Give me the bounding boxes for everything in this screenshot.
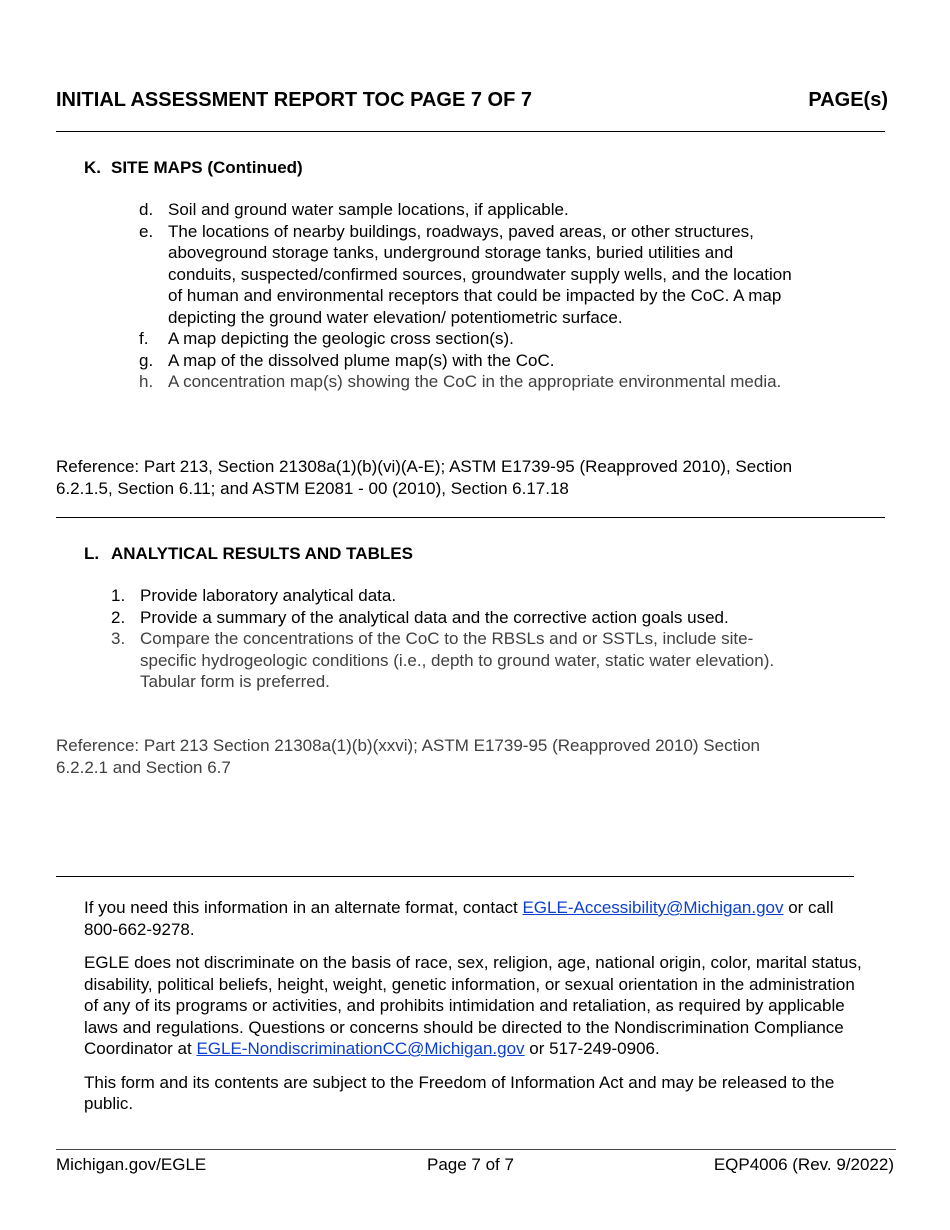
list-item: 3. Compare the concentrations of the CoC to the RBSLs and or SSTLs, include site-specific hydrogeologic conditions (i.e., depth to ground water, static water elevation). Tabular form is preferred. [111, 629, 775, 691]
footer-website: Michigan.gov/EGLE [56, 1155, 207, 1174]
page-title: INITIAL ASSESSMENT REPORT TOC PAGE 7 OF 7 [56, 89, 532, 111]
section-l-reference: Reference: Part 213 Section 21308a(1)(b)(xxvi); ASTM E1739-95 (Reapproved 2010) Section 6.2.2.1 and Section 6.7 [56, 736, 760, 777]
section-k-letter: K. [84, 158, 101, 177]
list-item: e. The locations of nearby buildings, roadways, paved areas, or other structures, aboveground storage tanks, underground storage tanks, buried utilities and conduits, suspected/confirmed sources, groundwater supply wells, and the location of human and environmental receptors that could be impacted by the CoC. A map depicting the ground water elevation/ potentiometric surface. [139, 221, 792, 327]
footer-form-id: EQP4006 (Rev. 9/2022) [713, 1155, 894, 1174]
section-divider [56, 517, 885, 518]
section-l-list [111, 585, 776, 693]
list-item: f. A map depicting the geologic cross section(s). [139, 329, 514, 348]
nondiscrimination-email-link[interactable]: EGLE-NondiscriminationCC@Michigan.gov [196, 1039, 525, 1058]
notices [84, 897, 864, 1127]
accessibility-notice: If you need this information in an alternate format, contact EGLE-Accessibility@Michigan.gov or call 800-662-9278. [84, 898, 834, 939]
section-k-reference: Reference: Part 213, Section 21308a(1)(b)(vi)(A-E); ASTM E1739-95 (Reapproved 2010), Section 6.2.1.5, Section 6.11; and ASTM E2081 - 00 (2010), Section 6.17.18 [56, 457, 793, 498]
foia-notice: This form and its contents are subject to the Freedom of Information Act and may be released to the public. [84, 1072, 835, 1113]
footer-divider [56, 1149, 896, 1150]
section-k-heading [84, 157, 303, 178]
section-k-list [139, 199, 799, 393]
section-k-title: SITE MAPS (Continued) [111, 158, 303, 177]
list-item: g. A map of the dissolved plume map(s) with the CoC. [139, 350, 555, 370]
section-l-letter: L. [84, 544, 100, 563]
accessibility-email-link[interactable]: EGLE-Accessibility@Michigan.gov [522, 898, 784, 917]
header-divider [56, 131, 885, 132]
section-l-heading [84, 543, 413, 564]
pages-column-label: PAGE(s) [808, 89, 888, 111]
section-l-title: ANALYTICAL RESULTS AND TABLES [111, 544, 413, 563]
list-item: h. A concentration map(s) showing the CoC in the appropriate environmental media. [139, 372, 782, 391]
list-item: 2. Provide a summary of the analytical data and the corrective action goals used. [111, 607, 729, 627]
list-item: 1. Provide laboratory analytical data. [111, 586, 397, 605]
footer-page-number: Page 7 of 7 [427, 1155, 514, 1174]
notices-divider [56, 876, 854, 877]
list-item: d. Soil and ground water sample locations, if applicable. [139, 200, 569, 219]
nondiscrimination-notice: EGLE does not discriminate on the basis of race, sex, religion, age, national origin, color, marital status, disability, political beliefs, height, weight, genetic information, or sexual orientation in the administration of any of its programs or activities, and prohibits intimidation and retaliation, as required by applicable laws and regulations. Questions or concerns should be directed to the Nondiscrimination Compliance Coordinator at EGLE-NondiscriminationCC@Michigan.gov or 517-249-0906. [84, 953, 862, 1058]
